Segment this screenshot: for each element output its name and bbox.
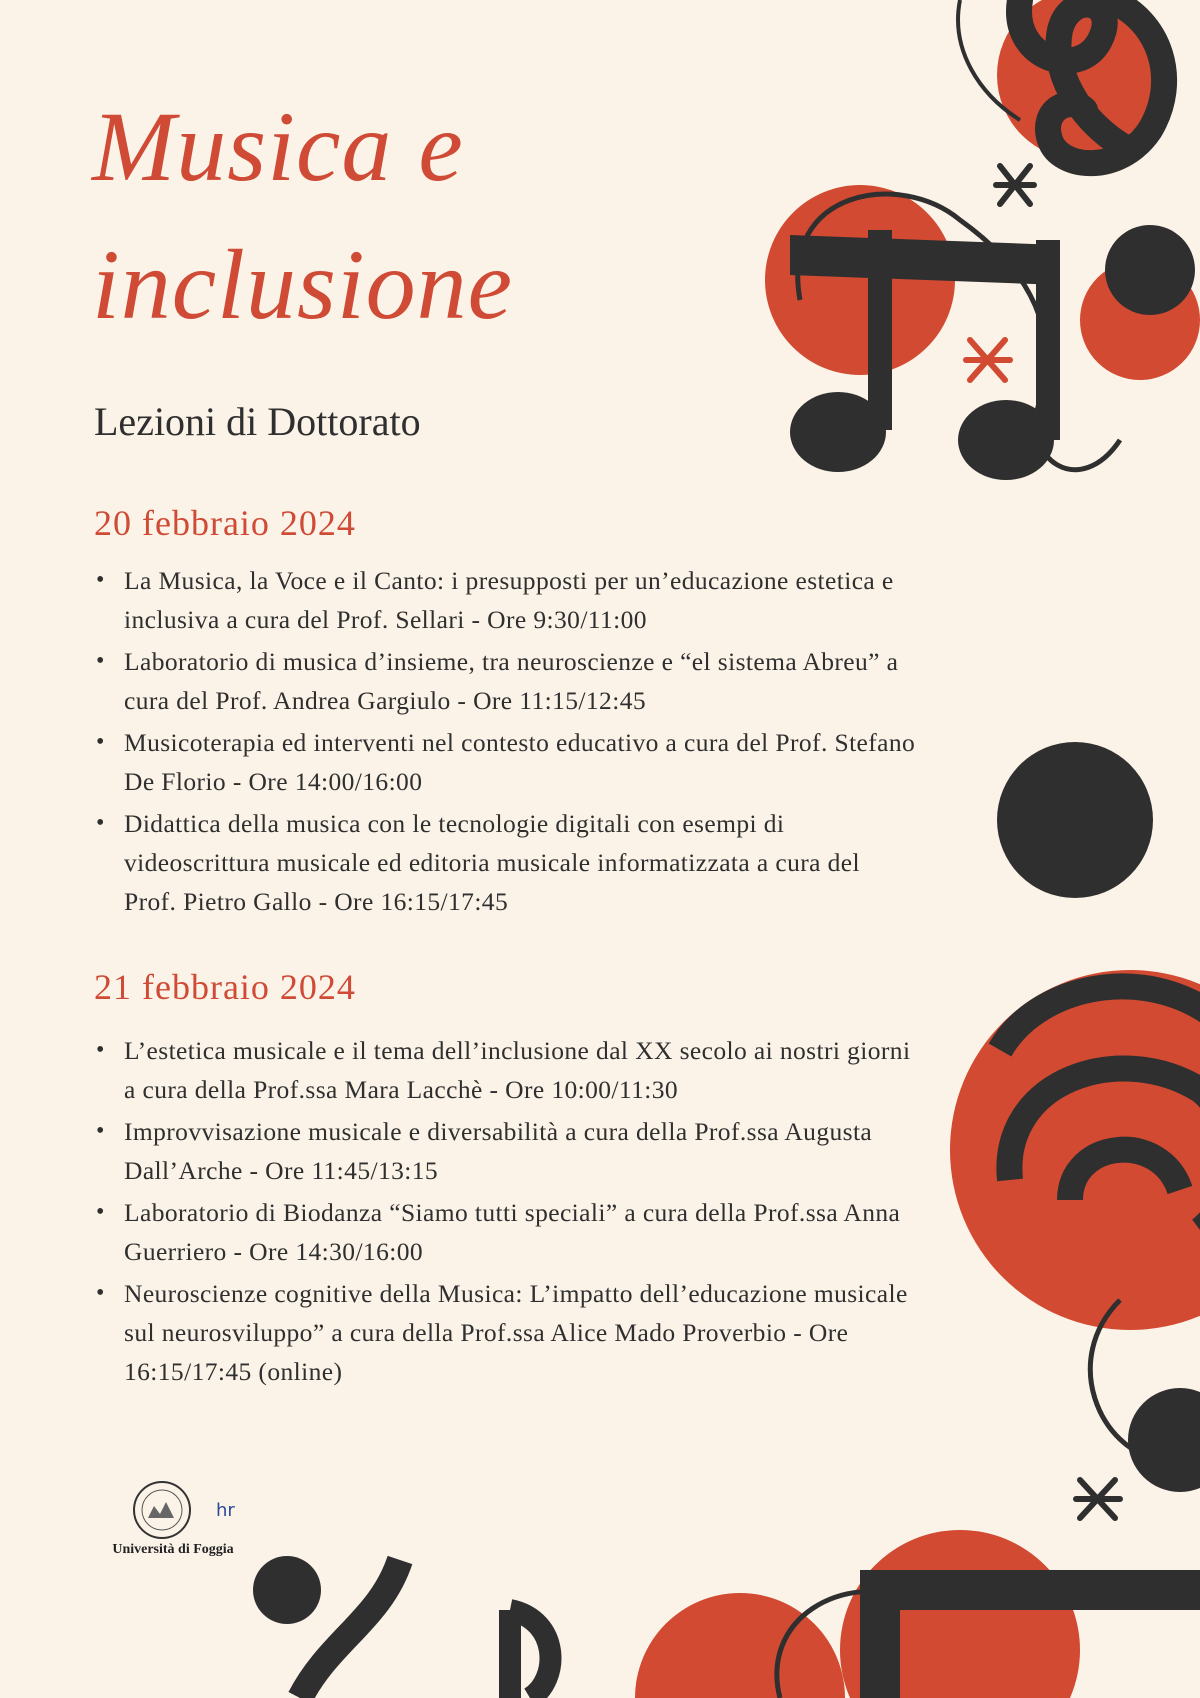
lesson-list-day1: [96, 561, 916, 924]
list-item: • Laboratorio di Biodanza “Siamo tutti speciali” a cura della Prof.ssa Anna Guerriero - Ore 14:30/16:00: [96, 1193, 916, 1271]
university-logo: [108, 1480, 258, 1570]
hr-mark: hr: [216, 1500, 235, 1521]
list-item: • La Musica, la Voce e il Canto: i presupposti per un’educazione estetica e inclusiva a cura del Prof. Sellari - Ore 9:30/11:00: [96, 561, 916, 639]
list-item: • Laboratorio di musica d’insieme, tra neuroscienze e “el sistema Abreu” a cura del Prof. Andrea Gargiulo - Ore 11:15/12:45: [96, 642, 916, 720]
asterisk-icon: [966, 340, 1010, 380]
date-heading-day2: 21 febbraio 2024: [94, 967, 356, 1007]
bottom-notes-icon: [253, 1530, 1200, 1698]
list-item: • L’estetica musicale e il tema dell’inclusione dal XX secolo ai nostri giorni a cura della Prof.ssa Mara Lacchè - Ore 10:00/11:30: [96, 1031, 916, 1109]
dot-icon: [997, 742, 1153, 898]
eighth-notes-icon: [765, 185, 1200, 480]
asterisk-icon: [1076, 1480, 1120, 1518]
bass-clef-icon: [950, 970, 1200, 1492]
subtitle: Lezioni di Dottorato: [94, 399, 421, 444]
list-item: • Musicoterapia ed interventi nel contesto educativo a cura del Prof. Stefano De Florio - Ore 14:00/16:00: [96, 723, 916, 801]
title-line-2: inclusione: [92, 229, 514, 340]
date-heading-day1: 20 febbraio 2024: [94, 503, 356, 543]
list-item: • Didattica della musica con le tecnologie digitali con esempi di videoscrittura musicale ed editoria musicale informatizzata a cura del Prof. Pietro Gallo - Ore 16:15/17:45: [96, 804, 916, 921]
list-item: • Neuroscienze cognitive della Musica: L’impatto dell’educazione musicale sul neurosviluppo” a cura della Prof.ssa Alice Mado Proverbio - Ore 16:15/17:45 (online): [96, 1274, 916, 1391]
university-name: Università di Foggia: [112, 1542, 234, 1557]
lesson-list-day2: [96, 1031, 916, 1394]
title-line-1: Musica e: [92, 91, 464, 202]
treble-clef-icon: [958, 0, 1167, 163]
list-item: • Improvvisazione musicale e diversabilità a cura della Prof.ssa Augusta Dall’Arche - Ore 11:45/13:15: [96, 1112, 916, 1190]
university-seal-icon: [108, 1480, 258, 1540]
poster-title: [92, 78, 732, 354]
asterisk-icon: [996, 166, 1034, 204]
